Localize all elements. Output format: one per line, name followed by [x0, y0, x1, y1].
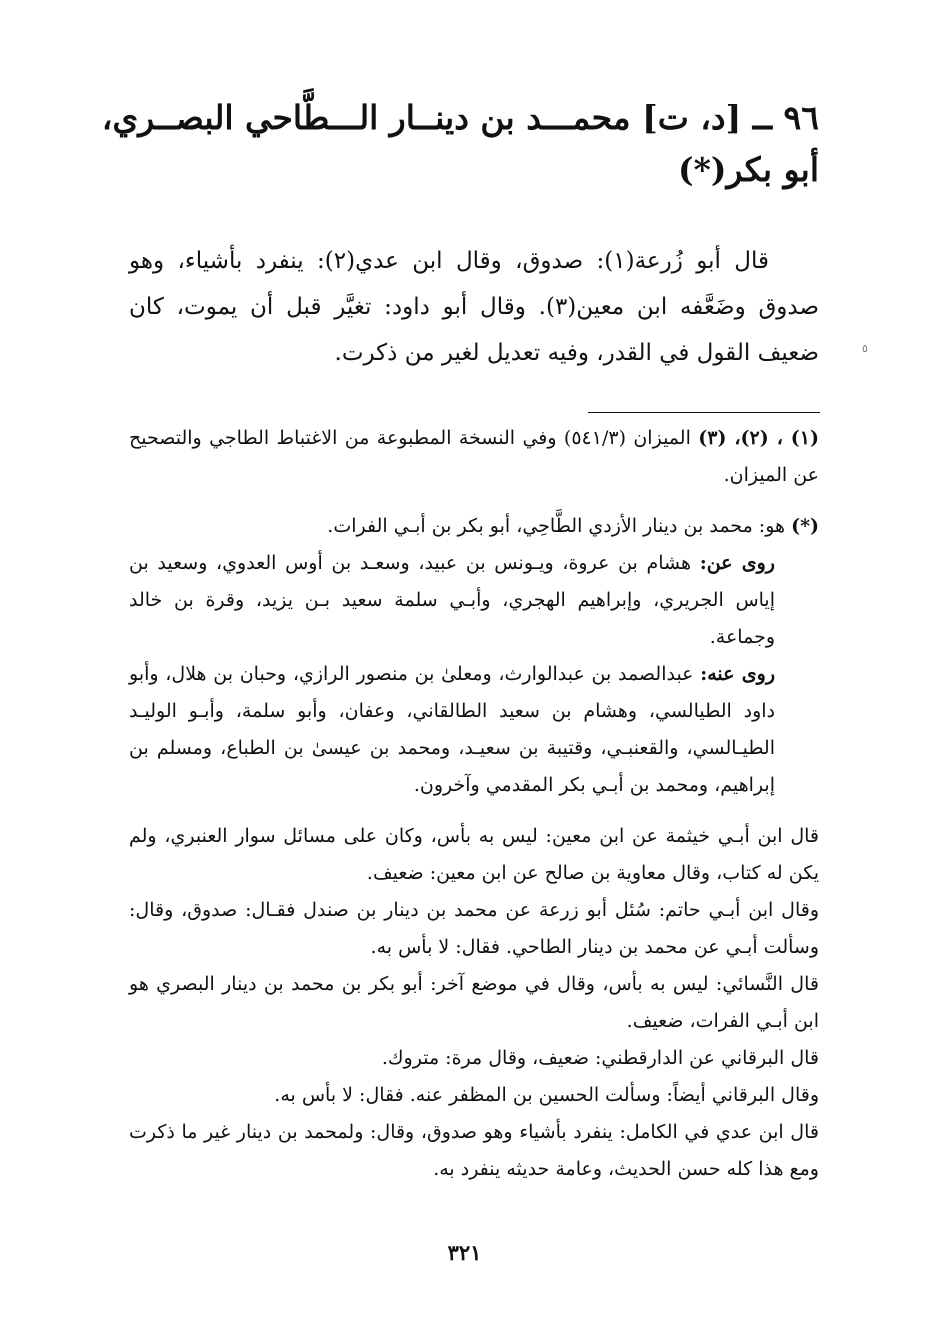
footnote-separator [588, 412, 820, 413]
opinion-paragraph-4: قال البرقاني عن الدارقطني: ضعيف، وقال مرة: متروك. [381, 1047, 819, 1069]
narrated-by-label: روى عنه: [700, 663, 776, 685]
footnote-number: (١) ، (٢)، (٣) [698, 427, 820, 449]
margin-mark: ٥ [862, 342, 868, 355]
footnote-star [129, 508, 819, 545]
footnote-star-body [129, 545, 819, 804]
narrated-from-label: روى عن: [699, 552, 775, 574]
footnote-1-2-3 [129, 420, 819, 494]
footnote-star-label: (*) [791, 515, 819, 537]
opinion-paragraph-2: وقال ابن أبـي حاتم: سُئل أبو زرعة عن محمد بن دينار بن صندل فقـال: صدوق، وقال: وسألت أبـي عن محمد بن دينار الطاحي. فقال: لا بأس به. [129, 899, 819, 958]
footnote-star-intro: هو: محمد بن دينار الأزدي الطَّاحِي، أبو بكر بن أبـي الفرات. [327, 515, 786, 537]
spacer [129, 494, 819, 508]
footnote-text: الميزان (٥٤١/٣) وفي النسخة المطبوعة من الاغتباط الطاجي والتصحيح عن الميزان. [129, 427, 819, 486]
entry-title-line-2: أبو بكر(*) [678, 150, 819, 189]
footnotes [129, 420, 819, 1188]
opinion-paragraph-5: وقال البرقاني أيضاً: وسألت الحسين بن المظفر عنه. فقال: لا بأس به. [274, 1084, 819, 1106]
narrated-by-text: عبدالصمد بن عبدالوارث، ومعلىٰ بن منصور الرازي، وحبان بن هلال، وأبو داود الطيالسي، وهشام بن سعيد الطالقاني، وعفان، وأبو سلمة، وأبـو الوليـد الطيـالسي، والقعنبـي، وقتيبة بن سعيـد، ومحمد بن عيسىٰ بن الطباع، ومسلم بن إبراهيم، ومحمد بن أبـي بكر المقدمي وآخرون. [129, 663, 775, 796]
page-number: ٣٢١ [447, 1240, 482, 1265]
opinion-paragraph-6: قال ابن عدي في الكامل: ينفرد بأشياء وهو صدوق، وقال: ولمحمد بن دينار غير ما ذكرت ومع هذا كله حسن الحديث، وعامة حديثه ينفرد به. [129, 1121, 819, 1180]
opinion-paragraph-1: قال ابن أبـي خيثمة عن ابن معين: ليس به بأس، وكان على مسائل سوار العنبري، ولم يكن له كتاب، وقال معاوية بن صالح عن ابن معين: ضعيف. [129, 825, 819, 884]
entry-title-line-1: ٩٦ ــ [د، ت] محمـــد بن دينــار الـــطَّاحي البصــري، [101, 98, 819, 137]
narrated-from [129, 545, 775, 656]
main-text [129, 238, 819, 376]
narrated-from-text: هشام بن عروة، ويـونس بن عبيد، وسعـد بن أوس العدوي، وسعيد بن إياس الجريري، وإبراهيم الهجري، وأبـي سلمة سعيد بـن يزيد، وقرة بن خالد وجماعة. [129, 552, 775, 648]
opinion-paragraph-3: قال النَّسائي: ليس به بأس، وقال في موضع آخر: أبو بكر بن محمد بن دينار البصري هو ابن أبـي الفرات، ضعيف. [129, 973, 819, 1032]
narrated-by [129, 656, 775, 804]
entry-title [99, 92, 819, 196]
spacer [129, 804, 819, 818]
main-paragraph: قال أبو زُرعة(١): صدوق، وقال ابن عدي(٢): ينفرد بأشياء، وهو صدوق وضَعَّفه ابن معين(٣). وقال أبو داود: تغيَّر قبل أن يموت، كان ضعيف القول في القدر، وفيه تعديل لغير من ذكرت. [129, 248, 819, 366]
